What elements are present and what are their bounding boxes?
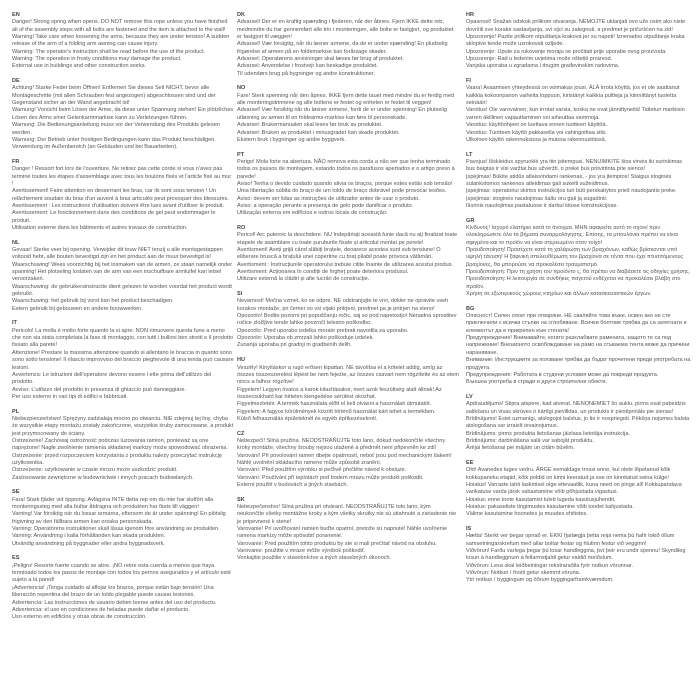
language-code: GR xyxy=(466,217,475,224)
warning-text: Vanjska uporaba u zgradama i drugim građevinskim radovima. xyxy=(466,63,620,70)
language-section-hr xyxy=(466,12,692,71)
language-code: LT xyxy=(466,151,473,158)
warning-text: Varovanie: Pred použitím tohto produktu by ste si mali prečítať návod na obsluhu. xyxy=(237,540,437,547)
warning-text: Advarsel: Bruken av produktet i minusgrader kan skade produktet. xyxy=(237,129,400,136)
warning-text: Опасност! Силен откат при отваряне. НЕ сваляйте това въже, освен ако не сте приключили с всички стъпки на сглобяване. Всички болтове трябва да са затегнати и елементът да е прикрепен към стената! xyxy=(466,313,687,334)
language-section-lt xyxy=(466,152,692,211)
warning-text: Ekstern bruk i bygninger og andre byggverk. xyxy=(237,136,346,143)
warning-text: Avertisment: Acționarea în condiții de îngheț poate deteriora produsul. xyxy=(237,269,409,276)
warning-text: Verwendung im Außenbereich (an Gebäuden und bei Bauarbeiten). xyxy=(12,144,178,151)
warning-text: Figyelem: A fagyos körülmények között történő használat kárt tehet a termékben. xyxy=(237,408,436,415)
warning-text: Varoitus: käyttöohjeet on luettava ennen tuotteen käyttöä. xyxy=(466,122,608,129)
warning-text: Pavojus! Išskleidus spyruoklė yra itin įsitempusi. NENUIMKITE šios virvės iki surinkimas bus baigtas ir visi varžtai bus užveržti, o prekė bus pritvirtinta prie sienos! xyxy=(466,158,683,173)
warning-text: Warnung: Die Bedienungsanleitung muss vor der Verwendung des Produkts gelesen werden. xyxy=(12,122,220,136)
warning-text: Προειδοποίηση! Προσέχετε κατά τη χαλάρωση των βραχιόνων, καθώς βρίσκονται υπό υψηλή τάνυση! Η ξαφνική απελευθέρωση του βραχίονα σε τέντα που έχει πτυσσόμενους βραχίονες, θα μπορούσε να προκαλέσει τραυματισμό. xyxy=(466,247,684,268)
language-section-pt xyxy=(237,152,459,218)
warning-text: Advarsel: Brukermanualen skal leses før bruk av produktet. xyxy=(237,122,383,129)
warning-text: Avertissement! Faire attention en desserrant les bras, car ils sont sous tension ! Un relâchement soudain du bras d'un auvent à bras articulés peut provoquer des blessures. xyxy=(12,188,229,202)
warning-text: Advarsel! Vær forsigtig, når du løsner armene, da de er under spænding! En pludselig frigørelse af armen på en foldemarkise kan forårsage skader. xyxy=(237,41,448,55)
warning-text: Pericol! Arc puternic la deschidere. NU îndepărtați această funie dacă nu ați finalizat toate etapele de asamblare cu toate șuruburile fixate și articolul montat pe perete! xyxy=(237,232,458,246)
warning-text: Utilização externa em edifícios e outros locais de construção. xyxy=(237,210,388,217)
warning-text: Avertisment! Aveți grijă când slăbiți brațele, deoarece acestea sunt sub tensiune! O eliberare bruscă a brațului unei copertine cu braț pliabil poate provoca vătămări. xyxy=(237,247,441,261)
warning-text: Utilizare externă la clădiri și alte lucrări de construcție. xyxy=(237,276,370,283)
warning-text: Waarschuwing: de gebruikersinstructie dient gelezen te worden voordat het product wordt gebruikt. xyxy=(12,283,232,298)
warning-text: Varovanie! Pri uvoľňovaní ramien buďte opatrní, pretože sú napnuté! Náhle uvoľnenie ramena markízy môže spôsobiť poranenie. xyxy=(237,526,448,540)
warning-text: Ostrzeżenie: przed rozpoczęciem korzystania z produktu należy przeczytać instrukcję użytkownika. xyxy=(12,452,222,466)
warning-text: Varovanie: použitie v mraze môže výrobok poškodiť. xyxy=(237,548,366,555)
language-code: IT xyxy=(12,320,17,327)
warning-text: Upozorenje: Rad u ledenim uvjetima može oštetiti proizvod. xyxy=(466,56,613,63)
warning-text: Varování: Používání při teplotách pod bodem mrazu může produkt poškodit. xyxy=(237,474,424,481)
warning-text: Išorinis naudojimas pastatuose ir darbui kitose konstrukcijose. xyxy=(466,202,618,209)
warning-text: Brīdinājums! Esiet uzmanīgi, atslogojot balstus, jo tie ir nospriegoti. Pēkšņa nojumes balsta atslogošana var izraisīt ievainojumus. xyxy=(466,415,690,430)
warning-text: Nevarnost! Močna vzmet, ko se odpre. NE odstranjujte te vrvi, dokler ne opravite vseh korakov montaže, pri čemer so vsi vijaki pritrjeni, predmet pa je pritrjen na steno! xyxy=(237,298,449,312)
warning-text: Warnung! Vorsicht beim Lösen der Arme, da diese unter Spannung stehen! Ein plötzliches Lösen des Arms einer Gelenkarmmarkise kann zu Verletzungen führen. xyxy=(12,107,234,121)
warning-text: Warning! Take care when loosening the arms, because they are under tension! A sudden release of the arm of a folding arm awning can cause injury. xyxy=(12,34,230,48)
language-code: SE xyxy=(12,489,20,496)
language-code: DK xyxy=(237,12,246,18)
language-code: IS xyxy=(466,526,472,533)
language-code: SI xyxy=(237,291,243,298)
warning-text: Külső felhasználás épületeknél és egyéb építkezéseknél. xyxy=(237,415,378,422)
language-code: LV xyxy=(466,393,473,400)
language-column xyxy=(237,12,459,570)
language-section-se xyxy=(12,489,234,548)
warning-text: Til udendørs brug på bygninger og andre konstruktioner. xyxy=(237,70,375,77)
warning-text: Įspėjimas: stoginės naudojimas šaltu oru gali ją sugadinti. xyxy=(466,195,608,202)
warning-text: Varoitus: Tuotteen käyttö pakkasella voi vahingoittaa sitä. xyxy=(466,129,607,136)
warning-text: Figyelem! Legyen óvatos a karok kilazításakor, mert azok feszültség alatt állnak! Az összecsukható kar hirtelen kiengedése sérülést okozhat. xyxy=(237,386,442,400)
language-code: DE xyxy=(12,78,20,85)
warning-text: Attenzione! Prestare la massima attenzione quando si allentano le braccia in quanto sono sono sotto tensione! Il rilascio improvviso del braccio pieghevole di una tenda può causare lesioni. xyxy=(12,349,234,371)
language-section-en xyxy=(12,12,234,71)
warning-text: Įspėjimas: operatoriui skirtos instrukcijos turi būti perskaitytos prieš naudojantis preke. xyxy=(466,188,677,195)
warning-text: Įspėjimas! Būkite atidūs atlaisvindami rankenas, - jos yra įtemptos! Staigus stoginės sulankstomos rankenos atleidimas gali sukelti sužeidimus. xyxy=(466,173,672,187)
warning-text: Utilisation externe dans les bâtiments et autres travaux de construction. xyxy=(12,224,188,231)
warning-text: Χρήση σε εξωτερικούς χώρους κτηρίων και άλλων κατασκευαστικών έργων. xyxy=(466,291,652,298)
language-code: FI xyxy=(466,78,471,85)
warning-text: Opozorilo: Pred uporabo izdelka morate prebrati navodila za uporabo. xyxy=(237,327,409,334)
language-section-bg xyxy=(466,306,692,387)
language-code: HU xyxy=(237,357,246,364)
warning-text: Fara! Stark fjäder vid öppning. Avlägsna INTE detta rep om du inte har slutfört alla monteringssteg med alla bultar åtdragna och produkten har fästs till väggen! xyxy=(12,496,214,511)
warning-text: Extern gebruik bij gebouwen en andere bouwwerken. xyxy=(12,305,143,312)
warning-text: Viðvörun! Farðu varlega þegar þú losar handleggina, því þeir eru undir spennu! Skyndileg losun á handleggnum á fellarmstjaldi getur valdið meiðslum. xyxy=(466,548,686,562)
warning-text: Figyelmeztetés: A termék használata előtt el kell olvasni a használati útmutatót. xyxy=(237,401,432,408)
warning-text: Pericolo! La molla è molto forte quando la si apre. NON rimuovere questa fune a meno che non sia stata completata la fase di montaggio, con tutti i bulloni ben stretti e il prodotto fissato alla parete! xyxy=(12,327,234,349)
language-code: PT xyxy=(237,151,245,158)
warning-text: Aviso! Tenha o devido cuidado quando alivia os braços, porque estes estão sob tensão! Uma libertação súbita do braço de um toldo de braço dobrável pode provocar lesões. xyxy=(237,180,453,195)
language-section-hu xyxy=(237,357,459,423)
language-section-lv xyxy=(466,394,692,453)
warning-text: Brīdinājums: darbināšana salā var sabojāt produktu. xyxy=(466,437,594,444)
warning-text: Zastosowanie zewnętrzne w budownictwie i innych pracach budowlanych. xyxy=(12,474,194,481)
language-code: RO xyxy=(237,224,246,231)
warning-text: Hoiatus! Varraste lahti laskmisel olge ettevaatlik, kuna need on pinge all! Kokkupandava varikatuse varda järsk vabastamine võib põhjustada vigastusi. xyxy=(466,482,682,496)
language-column xyxy=(466,12,692,592)
language-code: NL xyxy=(12,239,20,246)
warning-text: Nebezpečenstvo! Silná pružina pri otváraní. NEODSTRAŇUJTE toto lano, kým neukončíte všetky montážne kroky a kým všetky skrutky nie sú utiahnuté a zariadenie nie je pripevnené k stene! xyxy=(237,504,457,525)
language-code: PL xyxy=(12,408,20,415)
warning-text: Aviso: devem ser lidas as instruções de utilizador antes de usar o produto. xyxy=(237,195,420,202)
warning-text: Advarsel: Operatørens anvisninger skal læses før brug af produktet. xyxy=(237,56,404,63)
warning-text: Warning: The operation in frosty conditions may damage the product. xyxy=(12,56,182,63)
language-code: CZ xyxy=(237,430,245,437)
language-section-pl xyxy=(12,409,234,482)
warning-text: Utvändig användning på byggnader eller andra byggnadsverk. xyxy=(12,540,165,547)
warning-text: Waarschuwing: het gebruik bij vorst kan het product beschadigen. xyxy=(12,298,174,305)
warning-text: Avvertenza: Le istruzioni dell'operatore devono essere l ette prima dell'utilizzo del prodotto. xyxy=(12,371,212,386)
language-section-nl xyxy=(12,240,234,313)
warning-text: Viðvörun: Notkun í frosti getur skemmt vöruna. xyxy=(466,570,581,577)
warning-text: Per uso esterno in vari tipi di edifici e fabbricati. xyxy=(12,393,128,400)
language-section-is xyxy=(466,526,692,585)
warning-text: Danger ! Ressort fort lors de l'ouverture. Ne retirez pas cette corde si vous n'avez pas terminé toutes les étapes d'assemblage avec tous les boulons fixés et l'article fixé au mur ! xyxy=(12,166,232,187)
warning-text: Advertencia: el uso en condiciones de heladas puede dañar el producto. xyxy=(12,606,190,613)
warning-text: Varování! Při povolování ramen dbejte opatrnosti, neboť jsou pod mechanickým tlakem! Náhlé uvolnění skládacího ramene může způsobit zranění. xyxy=(237,452,452,466)
warning-text: Achtung! Starke Feder beim Öffnen! Entfernen Sie dieses Seil NICHT, bevor alle Montageschritte (mit allen Schrauben fest angezogen) abgeschlossen sind und der Gegenstand sicher an der Wand angebracht ist! xyxy=(12,85,216,107)
language-code: NO xyxy=(237,85,246,92)
warning-text: Varning: Användning i kalla förhållanden kan skada produkten. xyxy=(12,533,166,540)
warning-text: Предупреждение: Работата в студени условия може да повреди продукта. xyxy=(466,371,659,378)
warning-text: Opozorilo! Bodite pozorni pri popuščanju ročic, saj so pod napetostjo! Nenadna sprostitev ročice zložljive tende lahko povzroči telesno poškodbo. xyxy=(237,313,457,327)
warning-text: Varoitus! Ole varovainen, kun irrotat varsia, koska ne ovat jännittyneitä! Taitetun markiisin varren äkillinen vapauttaminen voi aiheuttaa vammoja. xyxy=(466,107,685,121)
warning-text: Perigo! Mola forte na abertura. NÃO remova esta corda a não ser que tenha terminado todos os passos de montagem, estando todos os parafusos apertados e o artigo preso à parede! xyxy=(237,158,455,180)
warning-text: Advertencia: Las instrucciones de usuario deben leerse antes del uso del producto. xyxy=(12,599,217,606)
warning-text: Danger! Strong spring when opens. DO NOT remove this rope unless you have finished all of the assembly steps with all bolts are fastened and the item is attached to the wall! xyxy=(12,19,228,33)
warning-text: Προειδοποίηση: Πριν τη χρήση του προϊόντο ς, θα πρέπει να διαβάσετε τις οδηγίες χρήσης. xyxy=(466,269,691,276)
warning-text: Aviso: a operação perante a presença de gelo pode danificar o produto. xyxy=(237,202,414,209)
warning-text: Zunanja uporaba pri gradnji in gradbenih delih. xyxy=(237,342,352,349)
language-section-ee xyxy=(466,460,692,519)
warning-text: Avviso: L'utilizzo del prodotto in presenza di ghiaccio può danneggiare. xyxy=(12,386,186,393)
warning-text: Varning: Operatörens instruktioner skall läsas igenom före användning av produkten. xyxy=(12,526,220,533)
warning-text: Ostrzeżenie! Zachowaj ostrożność podczas luzowania ramion, ponieważ są one naprężone! Nagłe zwolnienie ramienia składanej markizy może spowodować obrażenia. xyxy=(12,437,228,452)
language-section-sk xyxy=(237,497,459,563)
language-code: EN xyxy=(12,12,20,18)
language-section-dk xyxy=(237,12,459,78)
warning-text: Veszély! Kinyitáskor a rugó erősen kipattan. NE távolítsa el a kötelet addig, amíg az összes összeszerelési lépést be nem fejezte, az összes csavart nem rögzítette és az elem nincs a falhoz rögzítve! xyxy=(237,364,459,386)
warning-text: Advarsel! Der er en kraftig spænding i fjederen, når der åbnes. Fjern IKKE dette reb, medmindre du har gennemført alle trin i monteringen, alle bolte er fastgjort, og produktet er fastgjort til væggen! xyxy=(237,19,454,41)
language-code: SK xyxy=(237,496,245,503)
warning-text: Avertissement: Le fonctionnement dans des conditions de gel peut endommager le produit. xyxy=(12,210,216,224)
warning-text: Предупреждение! Внимавайте, когато разхлабвате рамената, защото те са под напрежение! Внезапното освобождаване на рамо на сгъваема тента може да причини нараняване. xyxy=(466,335,690,356)
language-section-gr xyxy=(466,218,692,299)
language-code: EE xyxy=(466,459,474,466)
warning-text: Avertissement : Les instructions d'utilisation doivent être lues avant d'utiliser le produit. xyxy=(12,202,224,209)
warning-text: Varování: Před použitím výrobku si pečlivě přečtěte návod k obsluze. xyxy=(237,467,407,474)
warning-text: Upozorenje! Pazite prilikom otpuštanja krakova jer su napeti! Iznenadno otpuštanje kraka sklopive tende može uzrokovati ozljede. xyxy=(466,34,685,48)
warning-text: Waarschuwing! Wees voorzichtig bij het losmaken van de armen, ze staan namelijk onder spanning! Het plotseling loslaten van de arm van een inschuifbare armluifel kan letsel veroorzaken. xyxy=(12,261,233,283)
warning-text: Ytri notkun í byggingum og öðrum byggingarframkvæmdum. xyxy=(466,577,614,584)
warning-text: Brīdinājums: pirms produkta lietošanas jāizlasa lietotāja instrukcija. xyxy=(466,430,631,437)
warning-text: Advarsel: Anvendelse i frostvejr kan beskadige produktet. xyxy=(237,63,378,70)
warning-text: Upozorenje: Upute za rukovanje moraju se pročitati prije uporabe ovog proizvoda. xyxy=(466,48,667,55)
warning-text: Ārējai lietošanai pie mājām un citām būvēm. xyxy=(466,445,575,452)
warning-text: Externí použití v budovách a jiných stavbách. xyxy=(237,482,349,488)
language-code: FR xyxy=(12,158,20,165)
language-section-no xyxy=(237,85,459,144)
language-section-it xyxy=(12,320,234,401)
language-section-es xyxy=(12,555,234,621)
language-section-fr xyxy=(12,159,234,232)
warning-text: Nebezpečí! Silná pružina. NEODSTRAŇUJTE toto lano, dokud nedokončíte všechny kroky montáže, všechny šrouby nejsou utažené a předmět není připevněn ke zdi! xyxy=(237,437,446,452)
warning-text: ¡Advertencia! ¡Tenga cuidado al aflojar los brazos, porque están bajo tensión! Una liberación repentina del brazo de un toldo plegable puede causar lesiones. xyxy=(12,584,214,599)
warning-text: Προειδοποίηση: Η λειτουργία σε συνθήκες παγετού ενδέχεται να προκαλέσει βλάβη στο προϊόν. xyxy=(466,276,681,290)
warning-text: Oht! Avanedes tugev vedru. ÄRGE eemaldage trossi enne, kui olete lõpetanud kõik kokkupaneku etapid, kõik poldid on kinni keeratud ja ese on kinnitatud seina külge! xyxy=(466,467,671,481)
warning-text: Ulkoinen käyttö rakennuksissa ja muissa rakennustöissä. xyxy=(466,136,607,143)
warning-text: Välime kasutamine hoonetes ja muudes ehitistes. xyxy=(466,511,588,518)
language-section-ro xyxy=(237,225,459,284)
warning-text: Hoiatus: pakaseliste tingimustes kasutamine võib toodet kahjustada. xyxy=(466,504,634,511)
language-column xyxy=(12,12,234,629)
warning-text: Warning: The operator's instruction shall be read before the use of the product. xyxy=(12,48,206,55)
language-section-cz xyxy=(237,431,459,490)
warning-text: Avertisment : Instrucțiunile operatorului trebuie citite înainte de utilizarea acestui produs. xyxy=(237,261,454,268)
warning-text: Viðvörun: Lesa skal leiðbeiningar rekstraraðila fyrir notkun vörunnar. xyxy=(466,562,634,569)
warning-text: Vonkajšie použitie v stavebníctve a iných stavebných úkonoch. xyxy=(237,555,392,562)
language-section-de xyxy=(12,78,234,151)
warning-text: ¡Peligro! Resorte fuerte cuando se abre. ¡NO retire esta cuerda a menos que haya terminado todos los pasos de montaje con todos los pernos asegurados y el artículo esté sujeto a la pared! xyxy=(12,562,231,584)
warning-text: Външна употреба в сгради и други строителни обекти. xyxy=(466,379,607,386)
language-code: HR xyxy=(466,12,475,18)
language-code: ES xyxy=(12,555,20,562)
warning-text: Niebezpieczeństwo! Sprężyny zadziałają mocno po otwarciu. NIE zdejmuj tej liny, chyba że wszystkie etapy montażu zostały zakończone, wszystkie śruby zamocowane, a produkt jest przymocowany do ściany. xyxy=(12,415,234,437)
warning-text: Apdraudējums! Stipra atspere, kad atverat. NENONEMIET šo auklu, pirms esat pabeidzis salikšanu un visas skrūves ir kārtīgi pievilktas, un produkts ir piestiprināts pie sienas! xyxy=(466,401,686,415)
warning-text: Fare! Sterk spenning når den åpnes. IKKE fjern dette tauet med mindre du er ferdig med alle monteringstrinnene og alle boltene er festet og enheten er festet til veggen! xyxy=(237,92,455,107)
warning-text: Hætta! Sterkt ver þegar opnað er. EKKI fjarlægja þetta reipi nema þú hafir lokið öllum samsetningarskrefum með allar boltar festar og hlutinn festur við vegginn! xyxy=(466,533,675,547)
warning-text: Varning! Var försiktig när du lossar armarna, eftersom de är under spänning! En plötslig frigivning av den fällbara armen kan orsaka personskada. xyxy=(12,511,226,525)
warning-text: Opasnost! Snažan odskok prilikom otvaranja. NEMOJTE uklanjati ovo uže osim ako niste dovršili sve korake sastavljanja, svi vijci su zategnuti, a predmet je pričvršćen na zid! xyxy=(466,19,686,33)
warning-text: Κίνδυνος! Ισχυρό ελατήριο κατά το άνοιγμα. ΜΗΝ αφαιρείτε αυτό το σχοινί πριν ολοκληρώσετε όλα τα βήματα συναρμολόγησης. Επίσης, τα μπουλόνια πρέπει να είναι σφιγμένα και το προϊόν να είναι στερεωμένο στον τοίχο! xyxy=(466,224,678,246)
warning-text: Hoiatus: enne toote kasutamist tuleb lugeda kasutusjuhendit. xyxy=(466,496,616,503)
warning-text: External use in buildings and other construction works. xyxy=(12,63,147,70)
language-section-si xyxy=(237,291,459,350)
warning-text: Opozorilo: Uporaba ob zmrzali lahko poškoduje izdelek. xyxy=(237,335,374,342)
warning-text: Warnung: Der Betrieb unter frostigen Bedingungen kann das Produkt beschädigen. xyxy=(12,136,216,143)
warning-text: Ostrzeżenie: użytkowanie w czasie mrozu może uszkodzić produkt. xyxy=(12,467,178,474)
warning-text: Uso externo en edificios y otras obras de construcción. xyxy=(12,614,147,621)
warning-text: Advarsel! Vær forsiktig når du løsner armene, fordi de er under spenning! En plutselig utløsning av armen til en foldearms-markise kan føre til personskade. xyxy=(237,107,447,121)
warning-text: Gevaar! Sterke veer bij opening. Verwijder dit touw NIET tenzij u alle montagestappen voltooid hebt, alle bouten bevestigd zijn en het product aan de muur bevestigd is! xyxy=(12,247,223,261)
warning-text: Vaara! Avaamisen yhteydessä on voimakas jousi. ÄLÄ irrota köyttä, jos et ole saattanut kaikkia kokoonpanon vaiheita loppuun, kiristänyt kaikkia pultteja ja kiinnittänyt tuotetta seinään! xyxy=(466,85,680,107)
language-section-fi xyxy=(466,78,692,144)
warning-text: Внимание: Инструкциите за ползване трябва да бъдат прочетени преди употребата на продукта. xyxy=(466,357,691,371)
language-code: BG xyxy=(466,305,475,312)
